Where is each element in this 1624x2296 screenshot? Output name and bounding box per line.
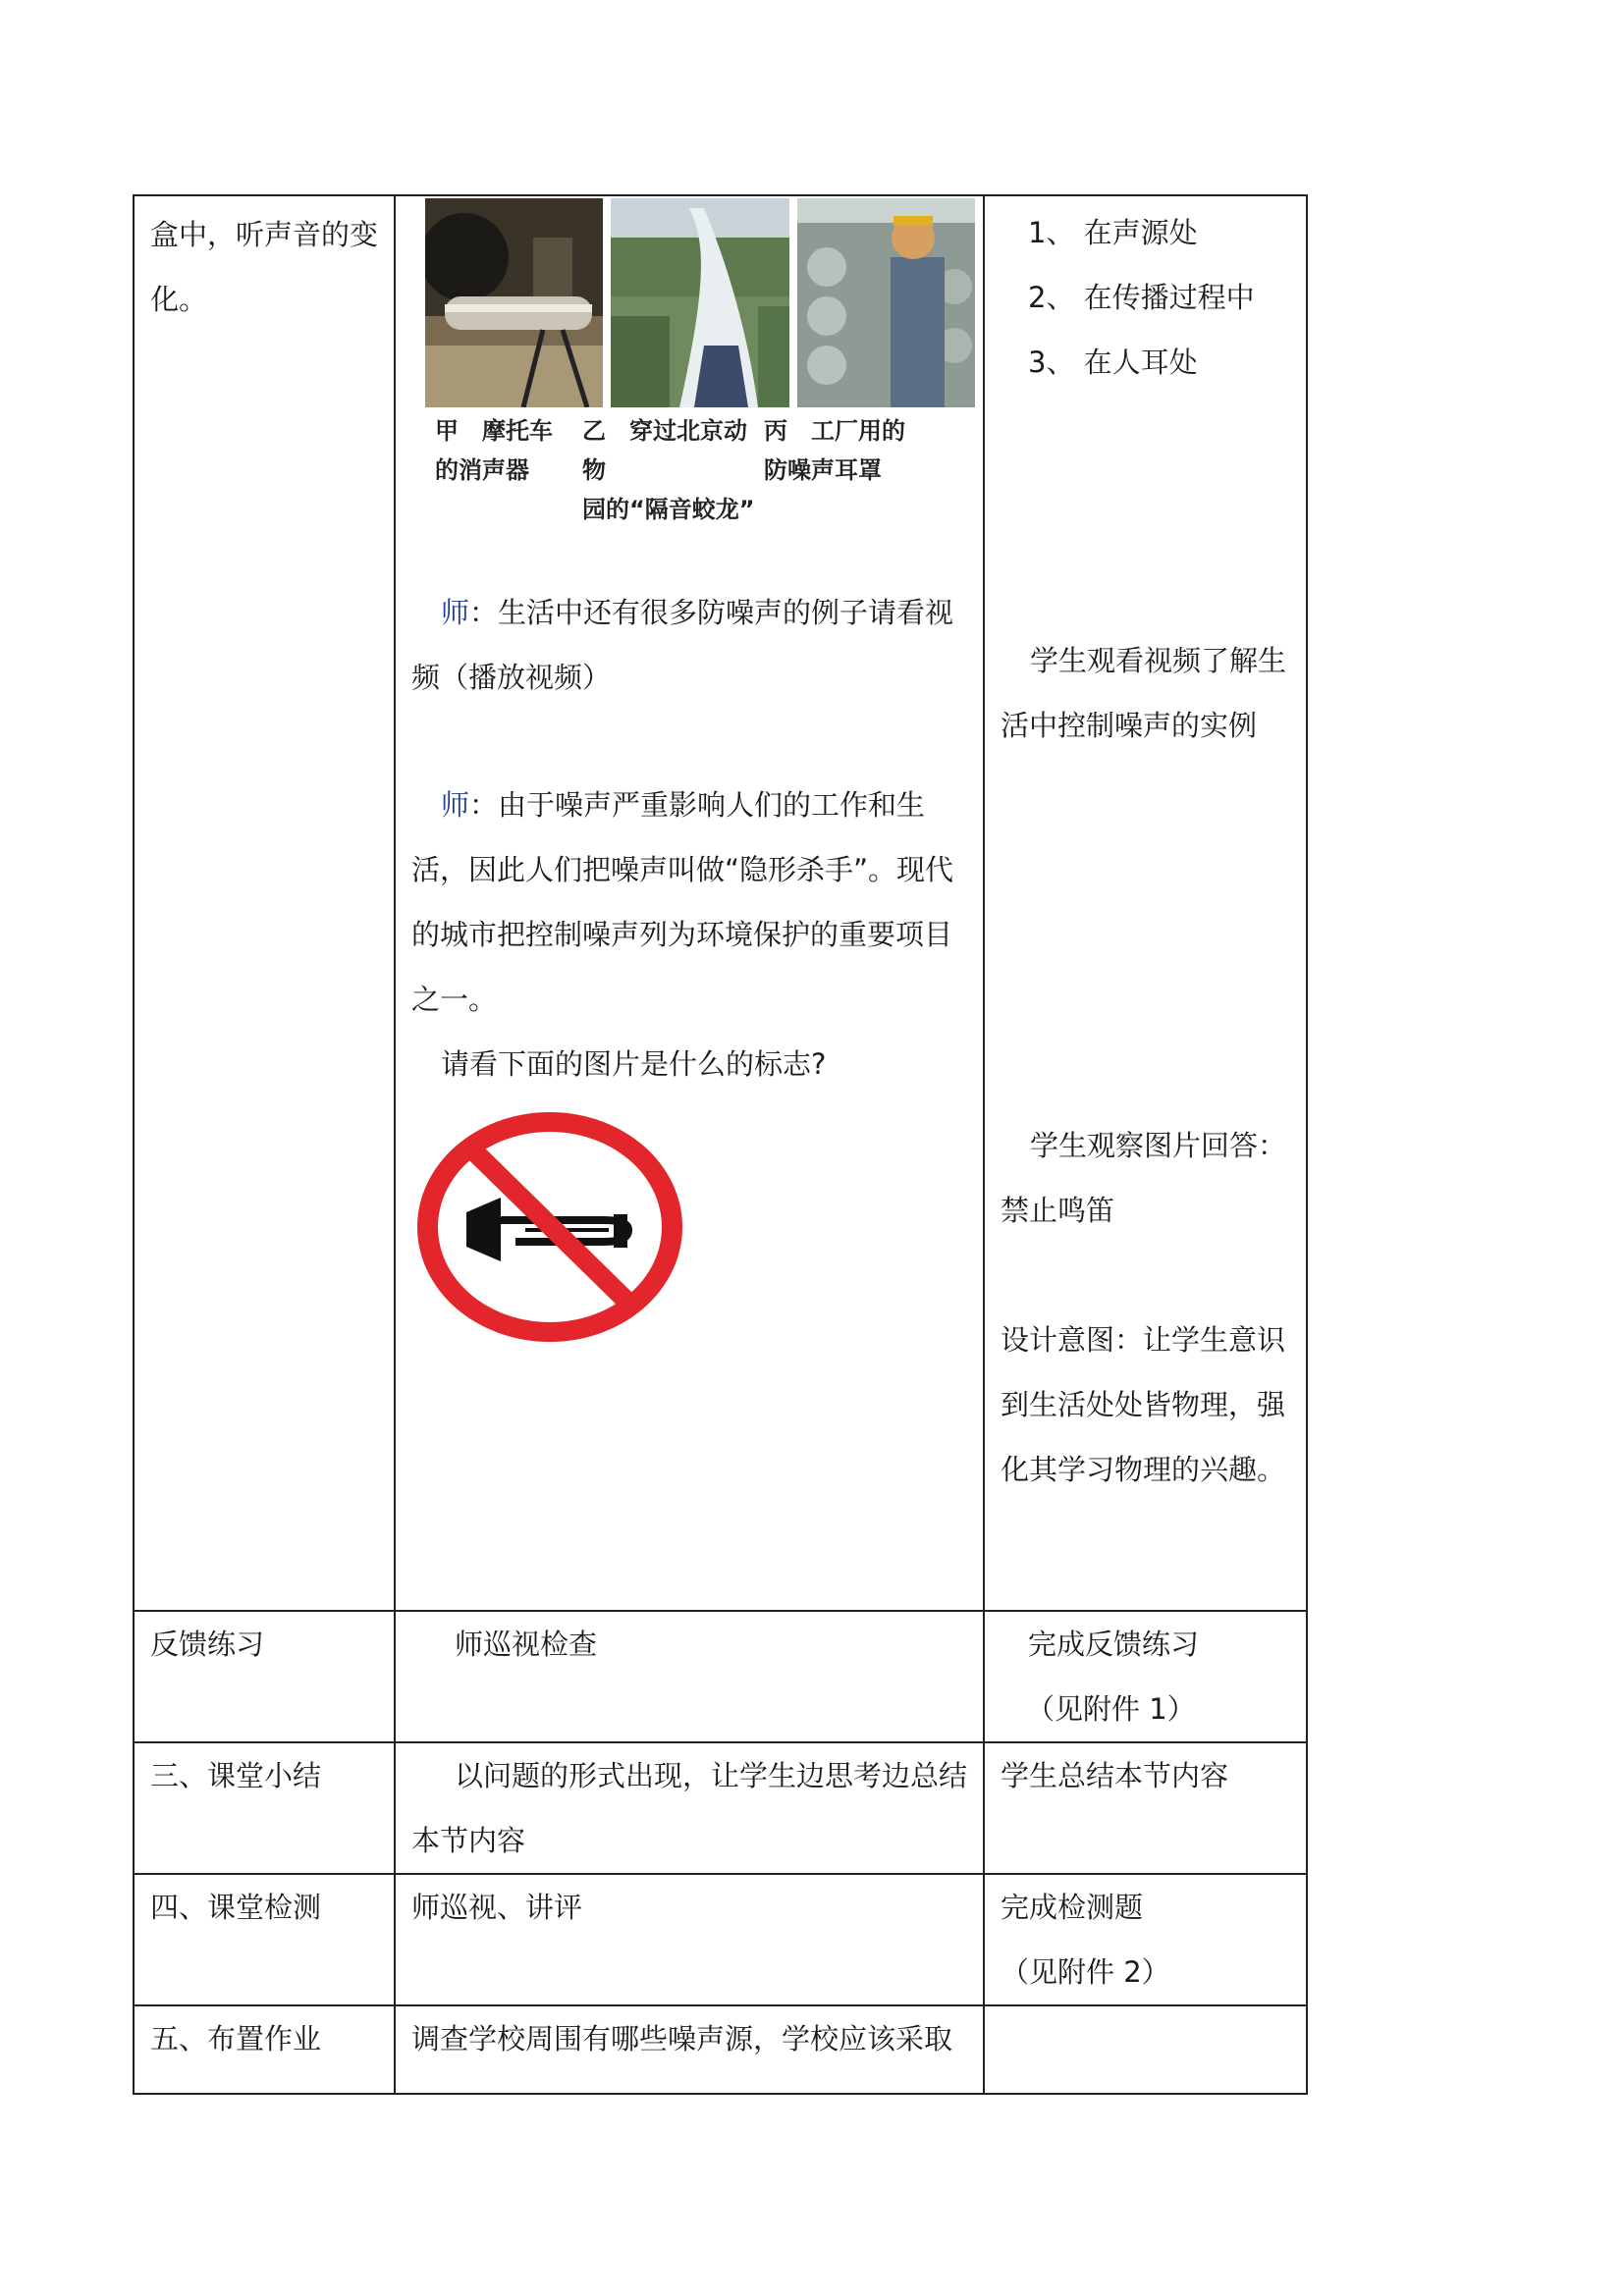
student-activity: 完成检测题 （见附件 2）: [984, 1874, 1307, 2005]
table-row: [134, 195, 1307, 1611]
photo-captions: [435, 411, 983, 529]
lesson-plan-table: [133, 194, 1308, 2095]
teacher-paragraph-video: 师：生活中还有很多防噪声的例子请看视频（播放视频）: [411, 596, 954, 694]
caption-c: 丙 工厂用的 防噪声耳罩: [764, 417, 905, 484]
teacher-activity: 以问题的形式出现，让学生边思考边总结本节内容: [395, 1742, 984, 1874]
motorcycle-muffler-photo: [425, 198, 603, 407]
caption-b: 乙 穿过北京动物 园的“隔音蛟龙”: [582, 417, 755, 523]
method-item: 1、 在声源处: [1028, 216, 1198, 249]
teacher-activity: 师巡视检查: [395, 1611, 984, 1742]
photo-strip: [425, 198, 983, 407]
cell-process: [134, 195, 395, 1611]
table-row: [134, 1742, 1307, 1874]
student-answer-text: 学生观察图片回答：禁止鸣笛: [1001, 1129, 1287, 1227]
student-activity: 完成反馈练习 （见附件 1）: [984, 1611, 1307, 1742]
teacher-activity: 调查学校周围有哪些噪声源，学校应该采取: [395, 2005, 984, 2094]
factory-ear-muffs-photo: [797, 198, 975, 407]
caption-a: 甲 摩托车 的消声器: [435, 417, 553, 484]
student-activity: [984, 2005, 1307, 2094]
stage-label: 反馈练习: [134, 1611, 395, 1742]
left-text-line: 盒中，听声音的变: [150, 218, 379, 251]
sign-question: 请看下面的图片是什么的标志?: [441, 1047, 827, 1081]
method-item: 3、 在人耳处: [1028, 346, 1198, 379]
stage-label: 四、课堂检测: [134, 1874, 395, 2005]
table-row: [134, 1611, 1307, 1742]
table-row: [134, 1874, 1307, 2005]
left-text-line: 化。: [150, 283, 208, 316]
stage-label: 五、布置作业: [134, 2005, 395, 2094]
table-row: [134, 2005, 1307, 2094]
student-activity: 学生总结本节内容: [984, 1742, 1307, 1874]
method-item: 2、 在传播过程中: [1028, 281, 1255, 314]
teacher-activity: 师巡视、讲评: [395, 1874, 984, 2005]
cell-student-activity: [984, 195, 1307, 1611]
stage-label: 三、课堂小结: [134, 1742, 395, 1874]
noise-barrier-tunnel-photo: [611, 198, 788, 407]
student-video-text: 学生观看视频了解生活中控制噪声的实例: [1001, 644, 1287, 742]
cell-teacher-activity: [395, 195, 984, 1611]
teacher-paragraph-noise: 师：由于噪声严重影响人们的工作和生活，因此人们把噪声叫做“隐形杀手”。现代的城市把控制噪声列为环境保护的重要项目之一。: [411, 788, 954, 1016]
design-intent-text: 设计意图：让学生意识到生活处处皆物理，强化其学习物理的兴趣。: [1001, 1323, 1286, 1486]
no-horn-sign-icon: [407, 1104, 692, 1360]
teacher-label: 师: [441, 596, 470, 629]
teacher-label: 师: [441, 788, 470, 822]
